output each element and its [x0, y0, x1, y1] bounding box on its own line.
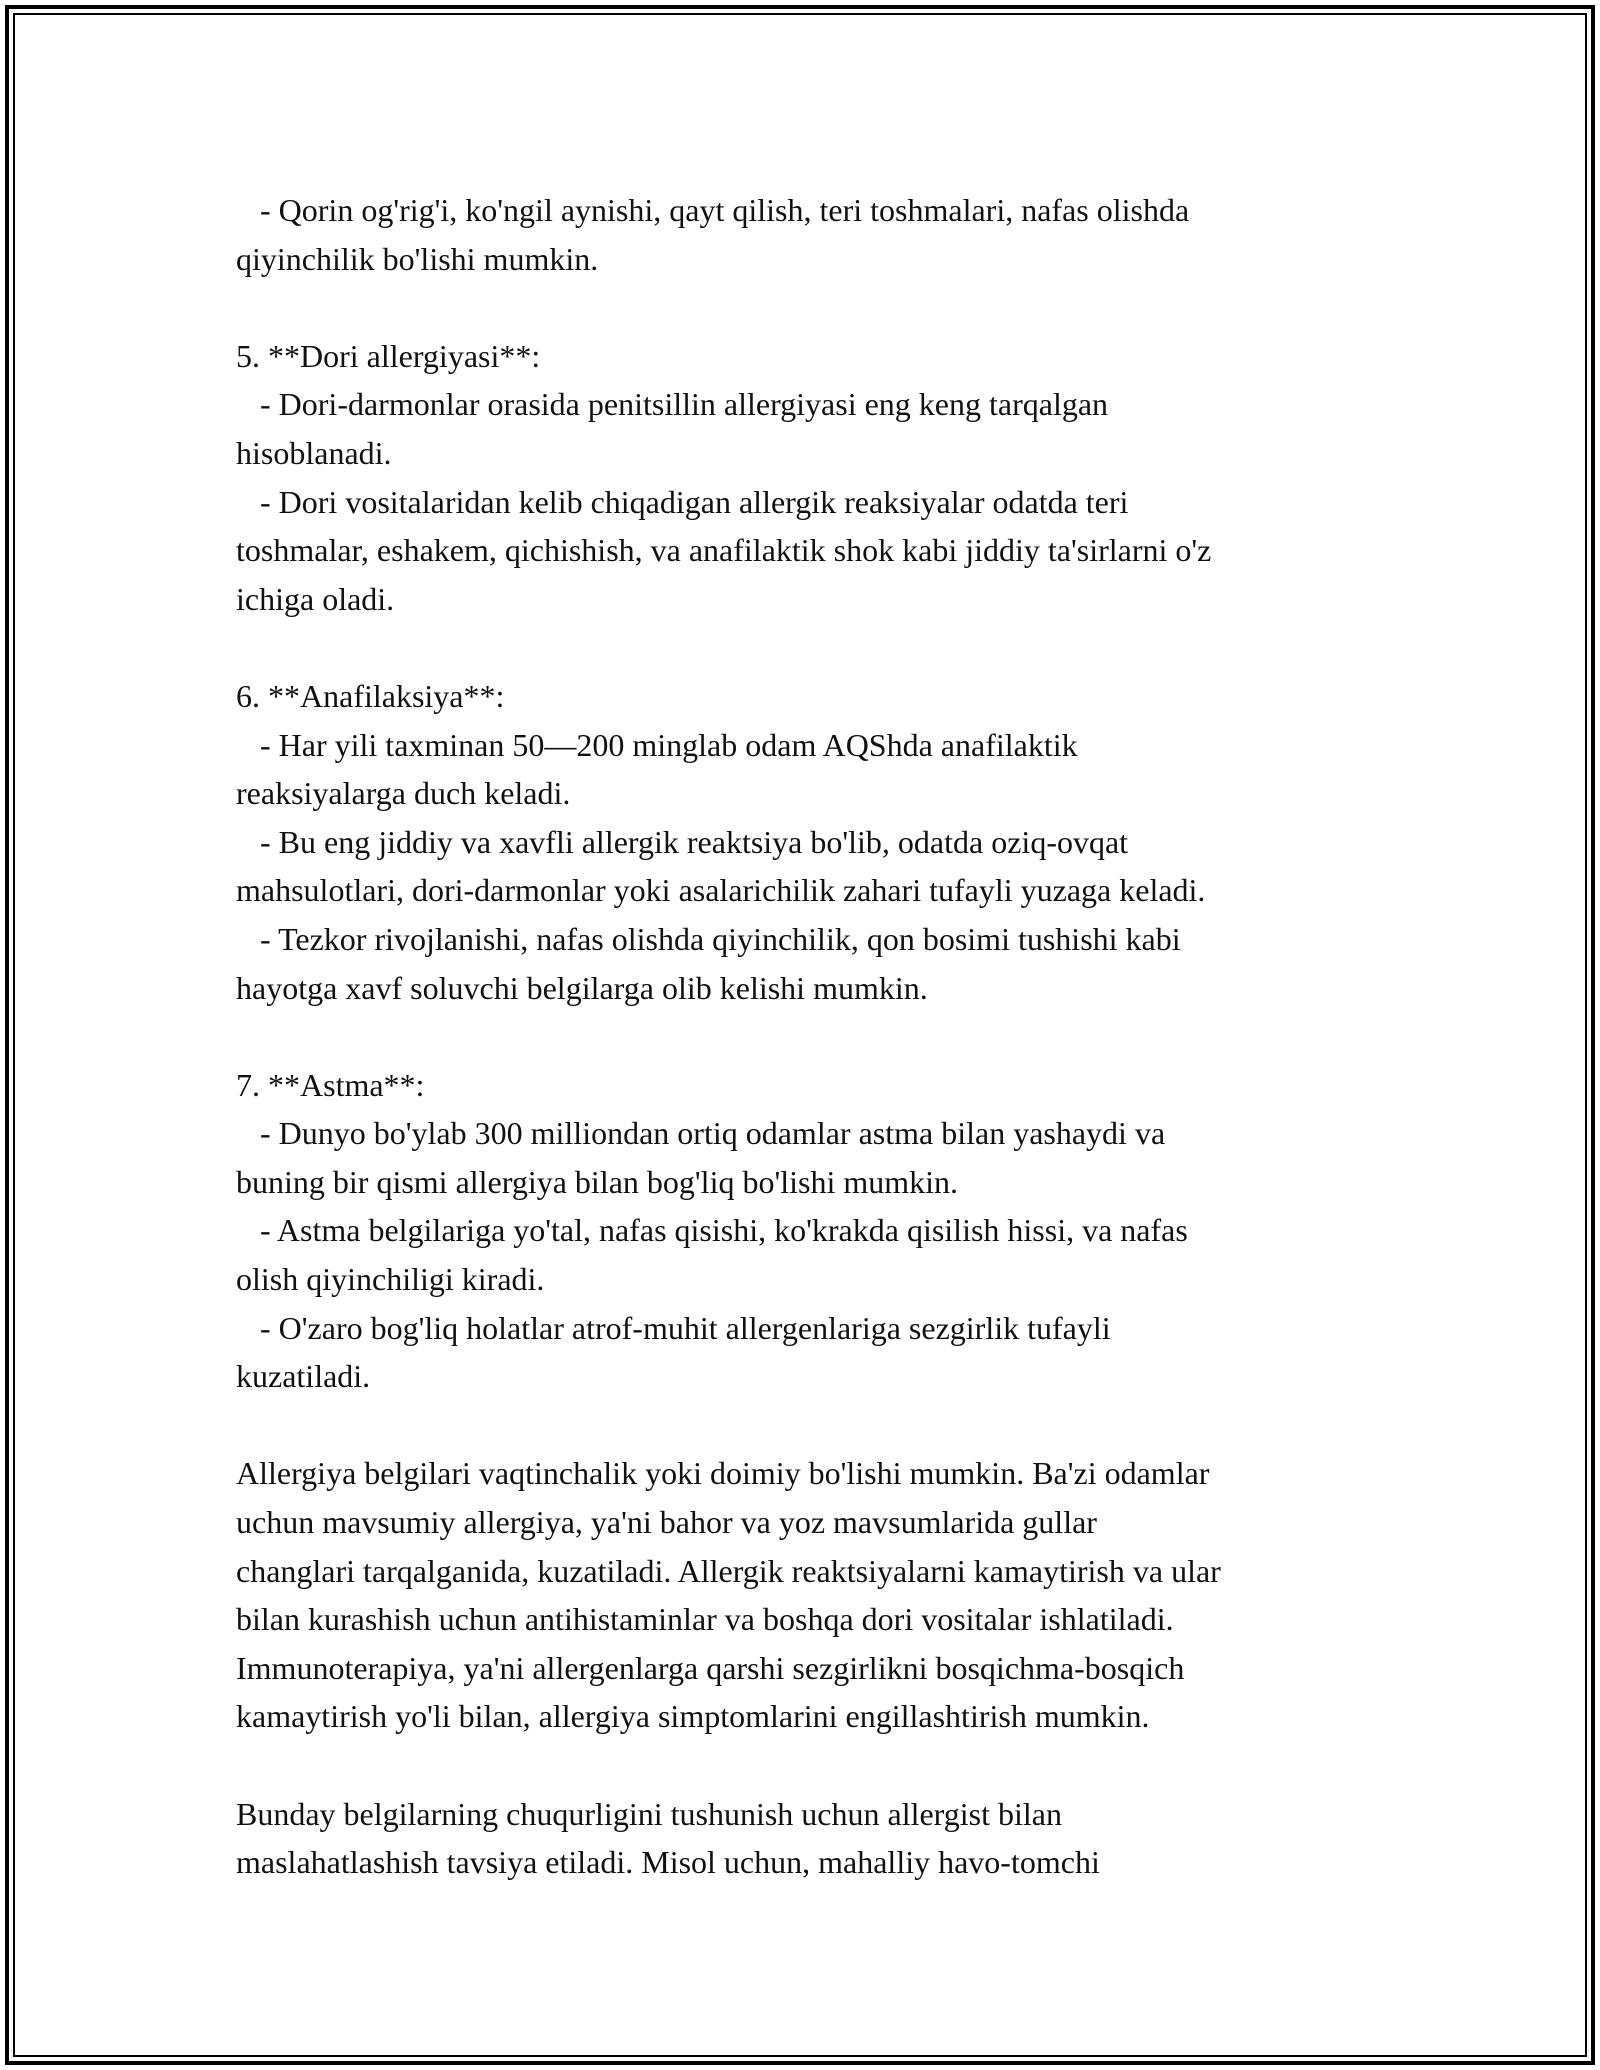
text-line: toshmalar, eshakem, qichishish, va anafilaktik shok kabi jiddiy ta'sirlarni o'z [236, 532, 1212, 569]
text-line: - O'zaro bog'liq holatlar atrof-muhit allergenlariga sezgirlik tufayli [236, 1309, 1111, 1346]
paragraph-line: Immunoterapiya, ya'ni allergenlarga qarshi sezgirlikni bosqichma-bosqich [236, 1649, 1185, 1686]
paragraph-line: Allergiya belgilari vaqtinchalik yoki doimiy bo'lishi mumkin. Ba'zi odamlar [236, 1455, 1210, 1492]
paragraph-line: maslahatlashish tavsiya etiladi. Misol uchun, mahalliy havo-tomchi [236, 1844, 1100, 1881]
blank-line [236, 1741, 1396, 1790]
text-line: qiyinchilik bo'lishi mumkin. [236, 240, 599, 277]
text-line: - Har yili taxminan 50—200 minglab odam AQShda anafilaktik [236, 726, 1078, 763]
text-line: mahsulotlari, dori-darmonlar yoki asalarichilik zahari tufayli yuzaga keladi. [236, 872, 1206, 909]
text-line: - Qorin og'rig'i, ko'ngil aynishi, qayt qilish, teri toshmalari, nafas olishda [236, 192, 1190, 228]
text-line: hayotga xavf soluvchi belgilarga olib kelishi mumkin. [236, 969, 928, 1006]
text-line: kuzatiladi. [236, 1358, 371, 1395]
blank-line [236, 623, 1396, 672]
section-heading: 7. **Astma**: [236, 1066, 425, 1103]
blank-line [236, 283, 1396, 332]
paragraph-line: bilan kurashish uchun antihistaminlar va boshqa dori vositalar ishlatiladi. [236, 1601, 1174, 1638]
text-line: olish qiyinchiligi kiradi. [236, 1261, 545, 1298]
text-line: ichiga oladi. [236, 580, 395, 617]
blank-line [236, 1401, 1396, 1450]
text-line: - Dunyo bo'ylab 300 milliondan ortiq odamlar astma bilan yashaydi va [236, 1115, 1166, 1152]
paragraph-line: changlari tarqalganida, kuzatiladi. Allergik reaktsiyalarni kamaytirish va ular [236, 1552, 1221, 1589]
paragraph-line: Bunday belgilarning chuqurligini tushunish uchun allergist bilan [236, 1795, 1062, 1832]
paragraph-line: uchun mavsumiy allergiya, ya'ni bahor va yoz mavsumlarida gullar [236, 1504, 1097, 1541]
paragraph-line: kamaytirish yo'li bilan, allergiya simptomlarini engillashtirish mumkin. [236, 1698, 1150, 1735]
text-line: - Dori-darmonlar orasida penitsillin allergiyasi eng keng tarqalgan [236, 386, 1109, 423]
text-line: - Astma belgilariga yo'tal, nafas qisishi, ko'krakda qisilish hissi, va nafas [236, 1212, 1188, 1249]
text-line: - Dori vositalaridan kelib chiqadigan allergik reaksiyalar odatda teri [236, 483, 1129, 520]
section-heading: 6. **Anafilaksiya**: [236, 677, 505, 714]
text-line: - Tezkor rivojlanishi, nafas olishda qiyinchilik, qon bosimi tushishi kabi [236, 920, 1181, 957]
blank-line [236, 1012, 1396, 1061]
document-body [236, 186, 1396, 1887]
text-line: - Bu eng jiddiy va xavfli allergik reaktsiya bo'lib, odatda oziq-ovqat [236, 823, 1129, 860]
section-heading: 5. **Dori allergiyasi**: [236, 337, 541, 374]
text-line: hisoblanadi. [236, 434, 392, 471]
text-line: reaksiyalarga duch keladi. [236, 775, 571, 812]
text-line: buning bir qismi allergiya bilan bog'liq bo'lishi mumkin. [236, 1163, 959, 1200]
